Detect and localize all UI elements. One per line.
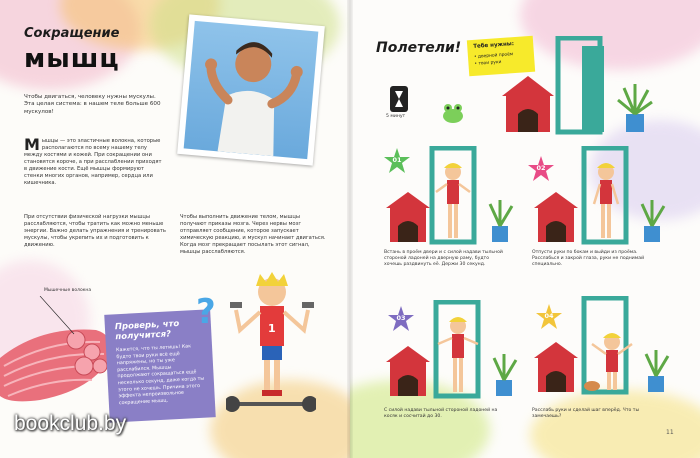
question-mark-icon: ? [196,292,216,332]
title-small: Сокращение [24,26,120,41]
step-3-text: С силой надави тыльной стороной ладоней на косяк и сосчитай до 30. [384,408,498,420]
step-2-text: Отпусти руки по бокам и выйди из проёма. Расслабься и закрой глаза, руки не поднимай специально. [532,250,645,268]
muscle-paragraph [24,135,164,187]
step-3-illustration [380,300,530,400]
page-number: 11 [666,429,674,436]
intro-scene [498,36,668,136]
step-4-illustration [528,296,678,396]
quiz-title: Проверь, что получится? [114,318,180,343]
book-spine [347,0,353,458]
step-2-illustration [528,146,678,246]
svg-text:1: 1 [268,322,276,335]
frog-icon [440,100,466,126]
step-1-text: Встань в проём двери и с силой надави тыльной стороной ладоней на дверную раму, будто хочешь раздвинуть её. Держи 30 секунд. [384,250,503,268]
muscle-paragraph-text: ышцы — это эластичные волокна, которые располагаются по всему нашему телу между костями и кожей. При сокращении они становятся короче, а при расслаблении приходят в движение кости. Ещё мышцы формируют стенки многих органов, например, сердца или кишечника. [24,138,162,186]
quiz-text: Кажется, что ты летишь! Как будто твои руки всё ещё напряжены, но ты уже расслабился. Мышцы продолжают сокращаться ещё несколько секунд, даже когда ты этого не хочешь. Причина этого эффекта непроизвольное сокращение мышц. [116,344,205,406]
bookclub-watermark: bookclub.by [14,412,127,435]
muscle-fibers-label: Мышечные волокна [44,288,92,293]
step-number: 01 [392,156,402,164]
hourglass-icon [390,86,408,112]
paint-splash [530,390,700,458]
rest-paragraph: При отсутствии физической нагрузки мышцы расслабляются, чтобы тратить как можно меньше энергии. Важно делать упражнения и тренировать мускулы, чтобы укрепить их и подготовить к движению. [24,214,166,248]
step-4-text: Расслабь руки и сделай шаг вперёд. Что ты замечаешь? [532,408,640,420]
step-number: 04 [544,312,554,320]
step-1-illustration [380,146,530,246]
boy-photo [177,14,325,165]
materials-title: Тебе нужны: [473,41,515,50]
intro-text: Чтобы двигаться, человеку нужны мускулы. Эта целая система: в нашем теле больше 600 мускулов! [24,94,161,115]
materials-item: • дверной проём [473,52,514,60]
page-title: мышц [24,44,120,74]
drop-cap: М [24,135,40,154]
materials-item: • твои руки [474,59,502,67]
step-number: 03 [396,314,406,322]
muscle-fibers-illustration [0,296,120,406]
step-number: 02 [536,164,546,172]
activity-title: Полетели! [376,40,462,56]
weightlifter-illustration [226,270,316,420]
timer-label: 5 минут [386,114,406,119]
brain-paragraph: Чтобы выполнить движение телом, мышцы получают приказы мозга. Через нервы мозг отправляет сообщение, которое запускает химическую реакцию, и мускул начинает двигаться. Когда мозг прекращает посылать этот сигнал, мышцы расслабляются. [180,214,326,255]
